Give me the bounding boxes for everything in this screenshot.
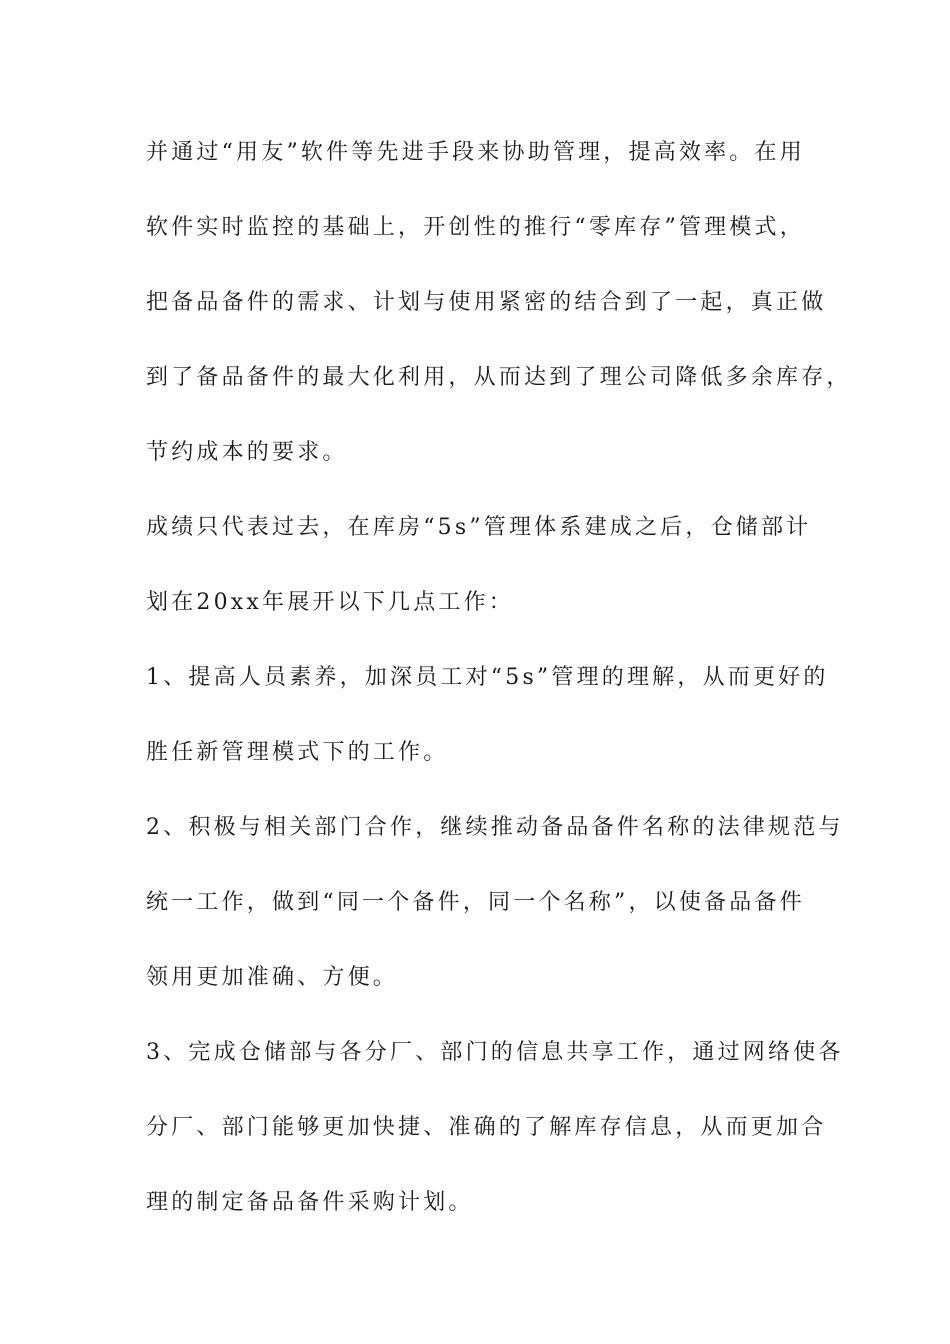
text-line: 领用更加准确、方便。 [146,965,399,990]
text-line: 统一工作，做到“同一个备件，同一个名称”，以使备品备件 [146,890,805,915]
document-body [146,131,852,1256]
text-line: 到了备品备件的最大化利用，从而达到了理公司降低多余库存， [146,365,852,390]
text-line: 节约成本的要求。 [146,440,348,465]
text-line: 理的制定备品备件采购计划。 [146,1190,474,1215]
text-line: 软件实时监控的基础上，开创性的推行“零库存”管理模式， [146,215,805,240]
text-line: 2、积极与相关部门合作，继续推动备品备件名称的法律规范与 [146,815,844,840]
text-line: 分厂、部门能够更加快捷、准确的了解库存信息，从而更加合 [146,1115,827,1140]
text-line: 1、提高人员素养，加深员工对“5s”管理的理解，从而更好的 [146,665,829,690]
text-line: 并通过“用友”软件等先进手段来协助管理，提高效率。在用 [146,140,805,165]
text-line: 成绩只代表过去，在库房“5s”管理体系建成之后，仓储部计 [146,515,812,540]
text-line: 划在20xx年展开以下几点工作： [146,590,515,615]
text-line: 把备品备件的需求、计划与使用紧密的结合到了一起，真正做 [146,290,827,315]
text-line: 胜任新管理模式下的工作。 [146,740,449,765]
text-line: 3、完成仓储部与各分厂、部门的信息共享工作，通过网络使各 [146,1040,844,1065]
